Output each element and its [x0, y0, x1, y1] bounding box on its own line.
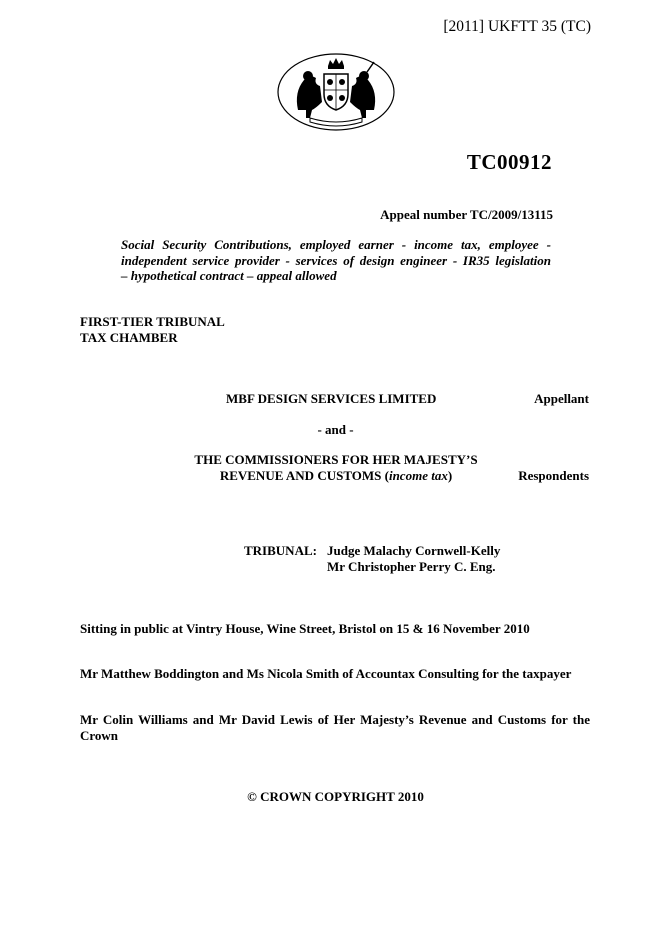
royal-coat-of-arms-icon [276, 52, 396, 132]
neutral-citation: [2011] UKFTT 35 (TC) [443, 18, 591, 35]
respondent-name [150, 452, 522, 484]
appeal-number: Appeal number TC/2009/13115 [380, 207, 553, 222]
tribunal-name: FIRST-TIER TRIBUNAL [80, 314, 225, 329]
appellant-name: MBF DESIGN SERVICES LIMITED [226, 391, 437, 406]
respondent-qualifier: income tax [388, 468, 448, 483]
representation-taxpayer: Mr Matthew Boddington and Ms Nicola Smith of Accountax Consulting for the taxpayer [80, 666, 572, 681]
panel-label: TRIBUNAL: [244, 543, 317, 558]
representation-crown: Mr Colin Williams and Mr David Lewis of Her Majesty’s Revenue and Customs for the Crown [80, 712, 590, 743]
case-keywords [121, 237, 551, 284]
appellant-role: Appellant [534, 391, 589, 406]
tribunal-panel [244, 543, 500, 574]
keyword-line: – hypothetical contract – appeal allowed [121, 268, 337, 283]
panel-member: Mr Christopher Perry C. Eng. [327, 558, 496, 574]
respondent-line: THE COMMISSIONERS FOR HER MAJESTY’S [194, 452, 478, 467]
keyword-line: independent service provider - services of design engineer - IR35 legislation [121, 252, 551, 268]
tribunal-heading [80, 314, 225, 345]
keyword-line: Social Security Contributions, employed earner - income tax, employee - [121, 237, 551, 252]
sitting-details: Sitting in public at Vintry House, Wine Street, Bristol on 15 & 16 November 2010 [80, 621, 530, 636]
chamber-name: TAX CHAMBER [80, 329, 178, 345]
party-separator: - and - [317, 422, 354, 437]
case-number: TC00912 [466, 150, 552, 174]
panel-member: Judge Malachy Cornwell-Kelly [327, 543, 501, 558]
respondent-line: REVENUE AND CUSTOMS (income tax) [219, 468, 453, 483]
copyright-notice: © CROWN COPYRIGHT 2010 [247, 789, 424, 804]
respondent-role: Respondents [518, 468, 589, 483]
